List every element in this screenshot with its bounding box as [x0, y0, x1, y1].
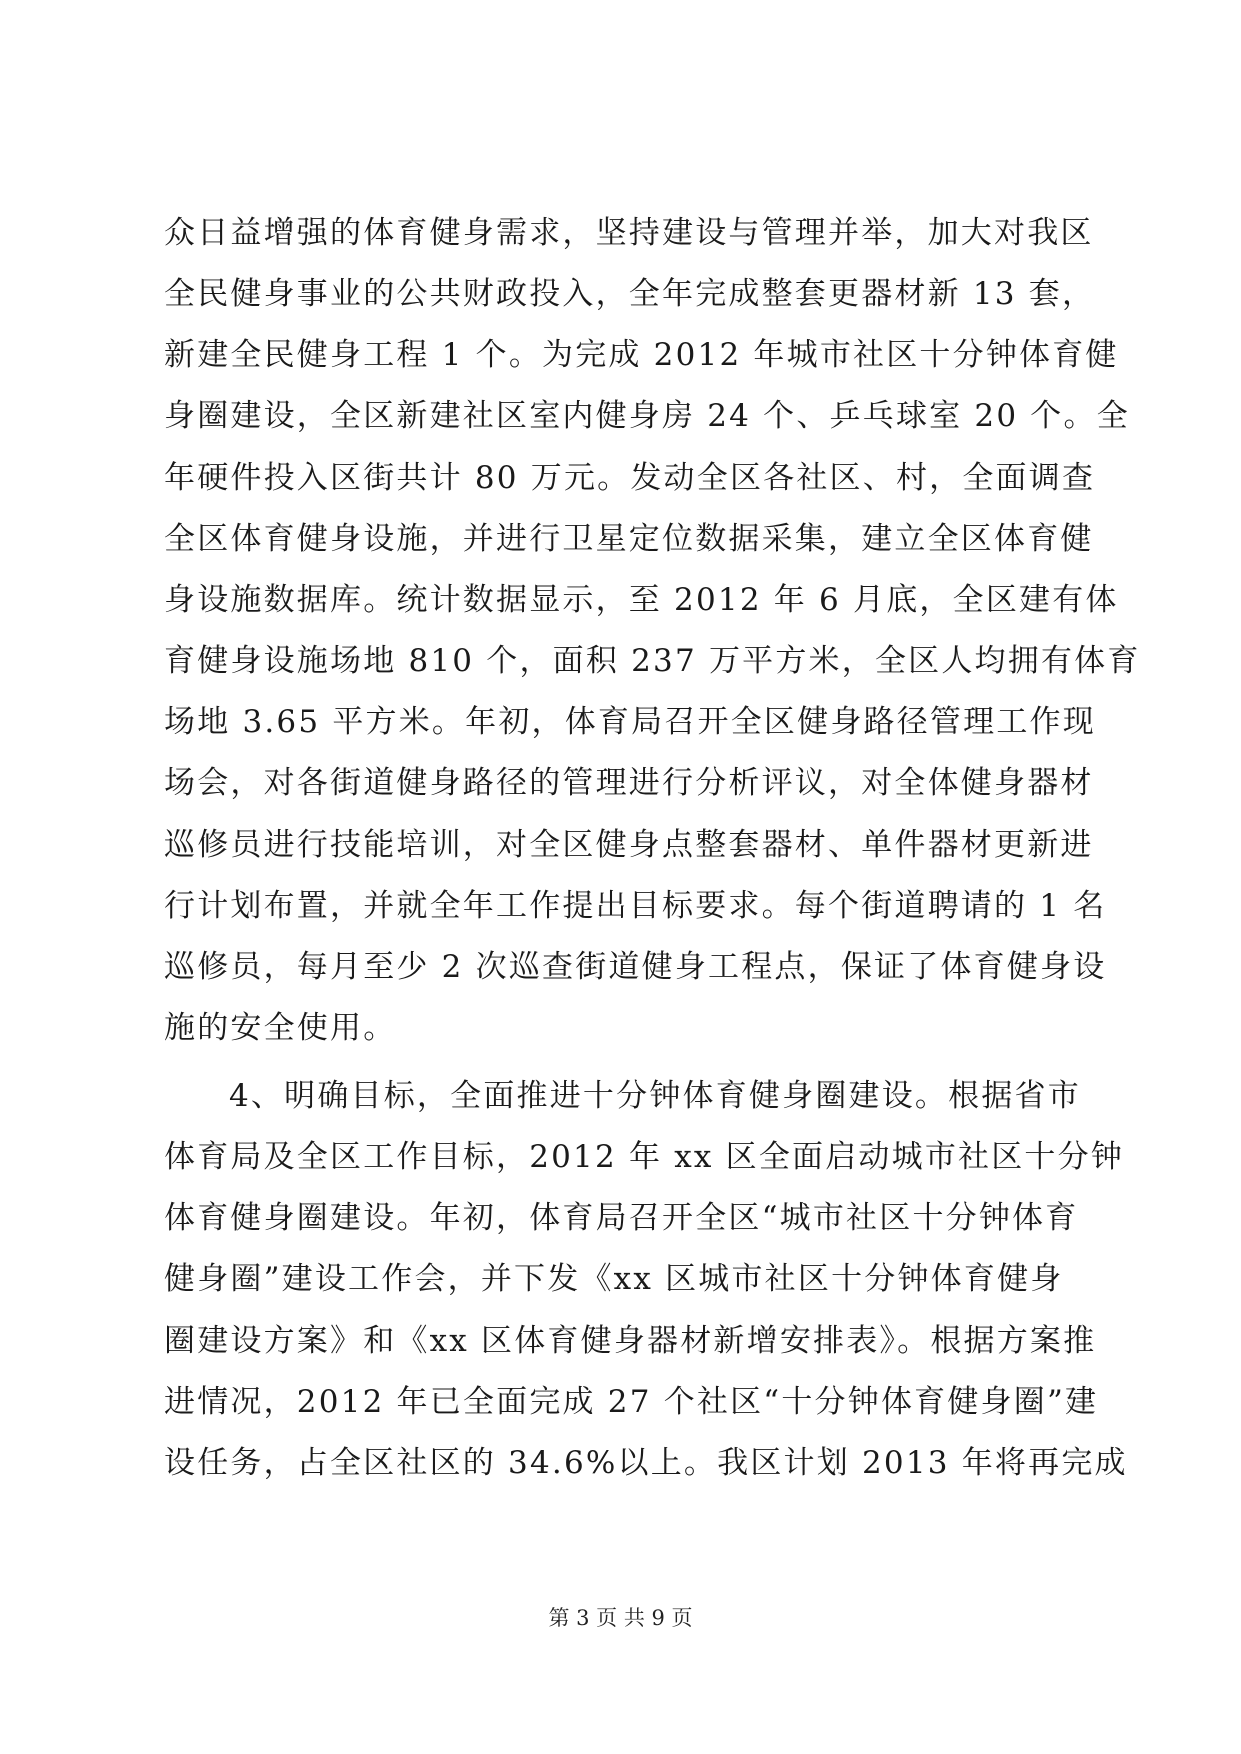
body-line: 巡修员，每月至少 2 次巡查街道健身工程点，保证了体育健身设 [164, 949, 1107, 985]
body-line: 施的安全使用。 [164, 1010, 397, 1046]
paragraph-first-line: 4、明确目标，全面推进十分钟体育健身圈建设。根据省市 [229, 1078, 1081, 1114]
body-line: 设任务，占全区社区的 34.6%以上。我区计划 2013 年将再完成 [164, 1445, 1128, 1481]
body-line: 体育健身圈建设。年初，体育局召开全区“城市社区十分钟体育 [164, 1200, 1079, 1236]
body-line: 进情况，2012 年已全面完成 27 个社区“十分钟体育健身圈”建 [164, 1384, 1099, 1420]
body-line: 全区体育健身设施，并进行卫星定位数据采集，建立全区体育健 [164, 521, 1094, 557]
body-line: 众日益增强的体育健身需求，坚持建设与管理并举，加大对我区 [164, 215, 1094, 251]
body-line: 场会，对各街道健身路径的管理进行分析评议，对全体健身器材 [164, 765, 1094, 801]
body-line: 行计划布置，并就全年工作提出目标要求。每个街道聘请的 1 名 [164, 888, 1107, 924]
body-line: 巡修员进行技能培训，对全区健身点整套器材、单件器材更新进 [164, 827, 1094, 863]
body-line: 年硬件投入区街共计 80 万元。发动全区各社区、村，全面调查 [164, 460, 1096, 496]
body-line: 场地 3.65 平方米。年初，体育局召开全区健身路径管理工作现 [164, 704, 1096, 740]
body-line: 身设施数据库。统计数据显示，至 2012 年 6 月底，全区建有体 [164, 582, 1119, 618]
body-line: 健身圈”建设工作会，并下发《xx 区城市社区十分钟体育健身 [164, 1261, 1064, 1297]
page-footer: 第 3 页 共 9 页 [548, 1606, 693, 1630]
body-line: 全民健身事业的公共财政投入，全年完成整套更器材新 13 套， [164, 276, 1096, 312]
body-line: 体育局及全区工作目标，2012 年 xx 区全面启动城市社区十分钟 [164, 1139, 1125, 1175]
body-line: 育健身设施场地 810 个，面积 237 万平方米，全区人均拥有体育 [164, 643, 1141, 679]
body-line: 新建全民健身工程 1 个。为完成 2012 年城市社区十分钟体育健 [164, 337, 1119, 373]
body-line: 身圈建设，全区新建社区室内健身房 24 个、乒乓球室 20 个。全 [164, 398, 1130, 434]
body-line: 圈建设方案》和《xx 区体育健身器材新增安排表》。根据方案推 [164, 1323, 1097, 1359]
